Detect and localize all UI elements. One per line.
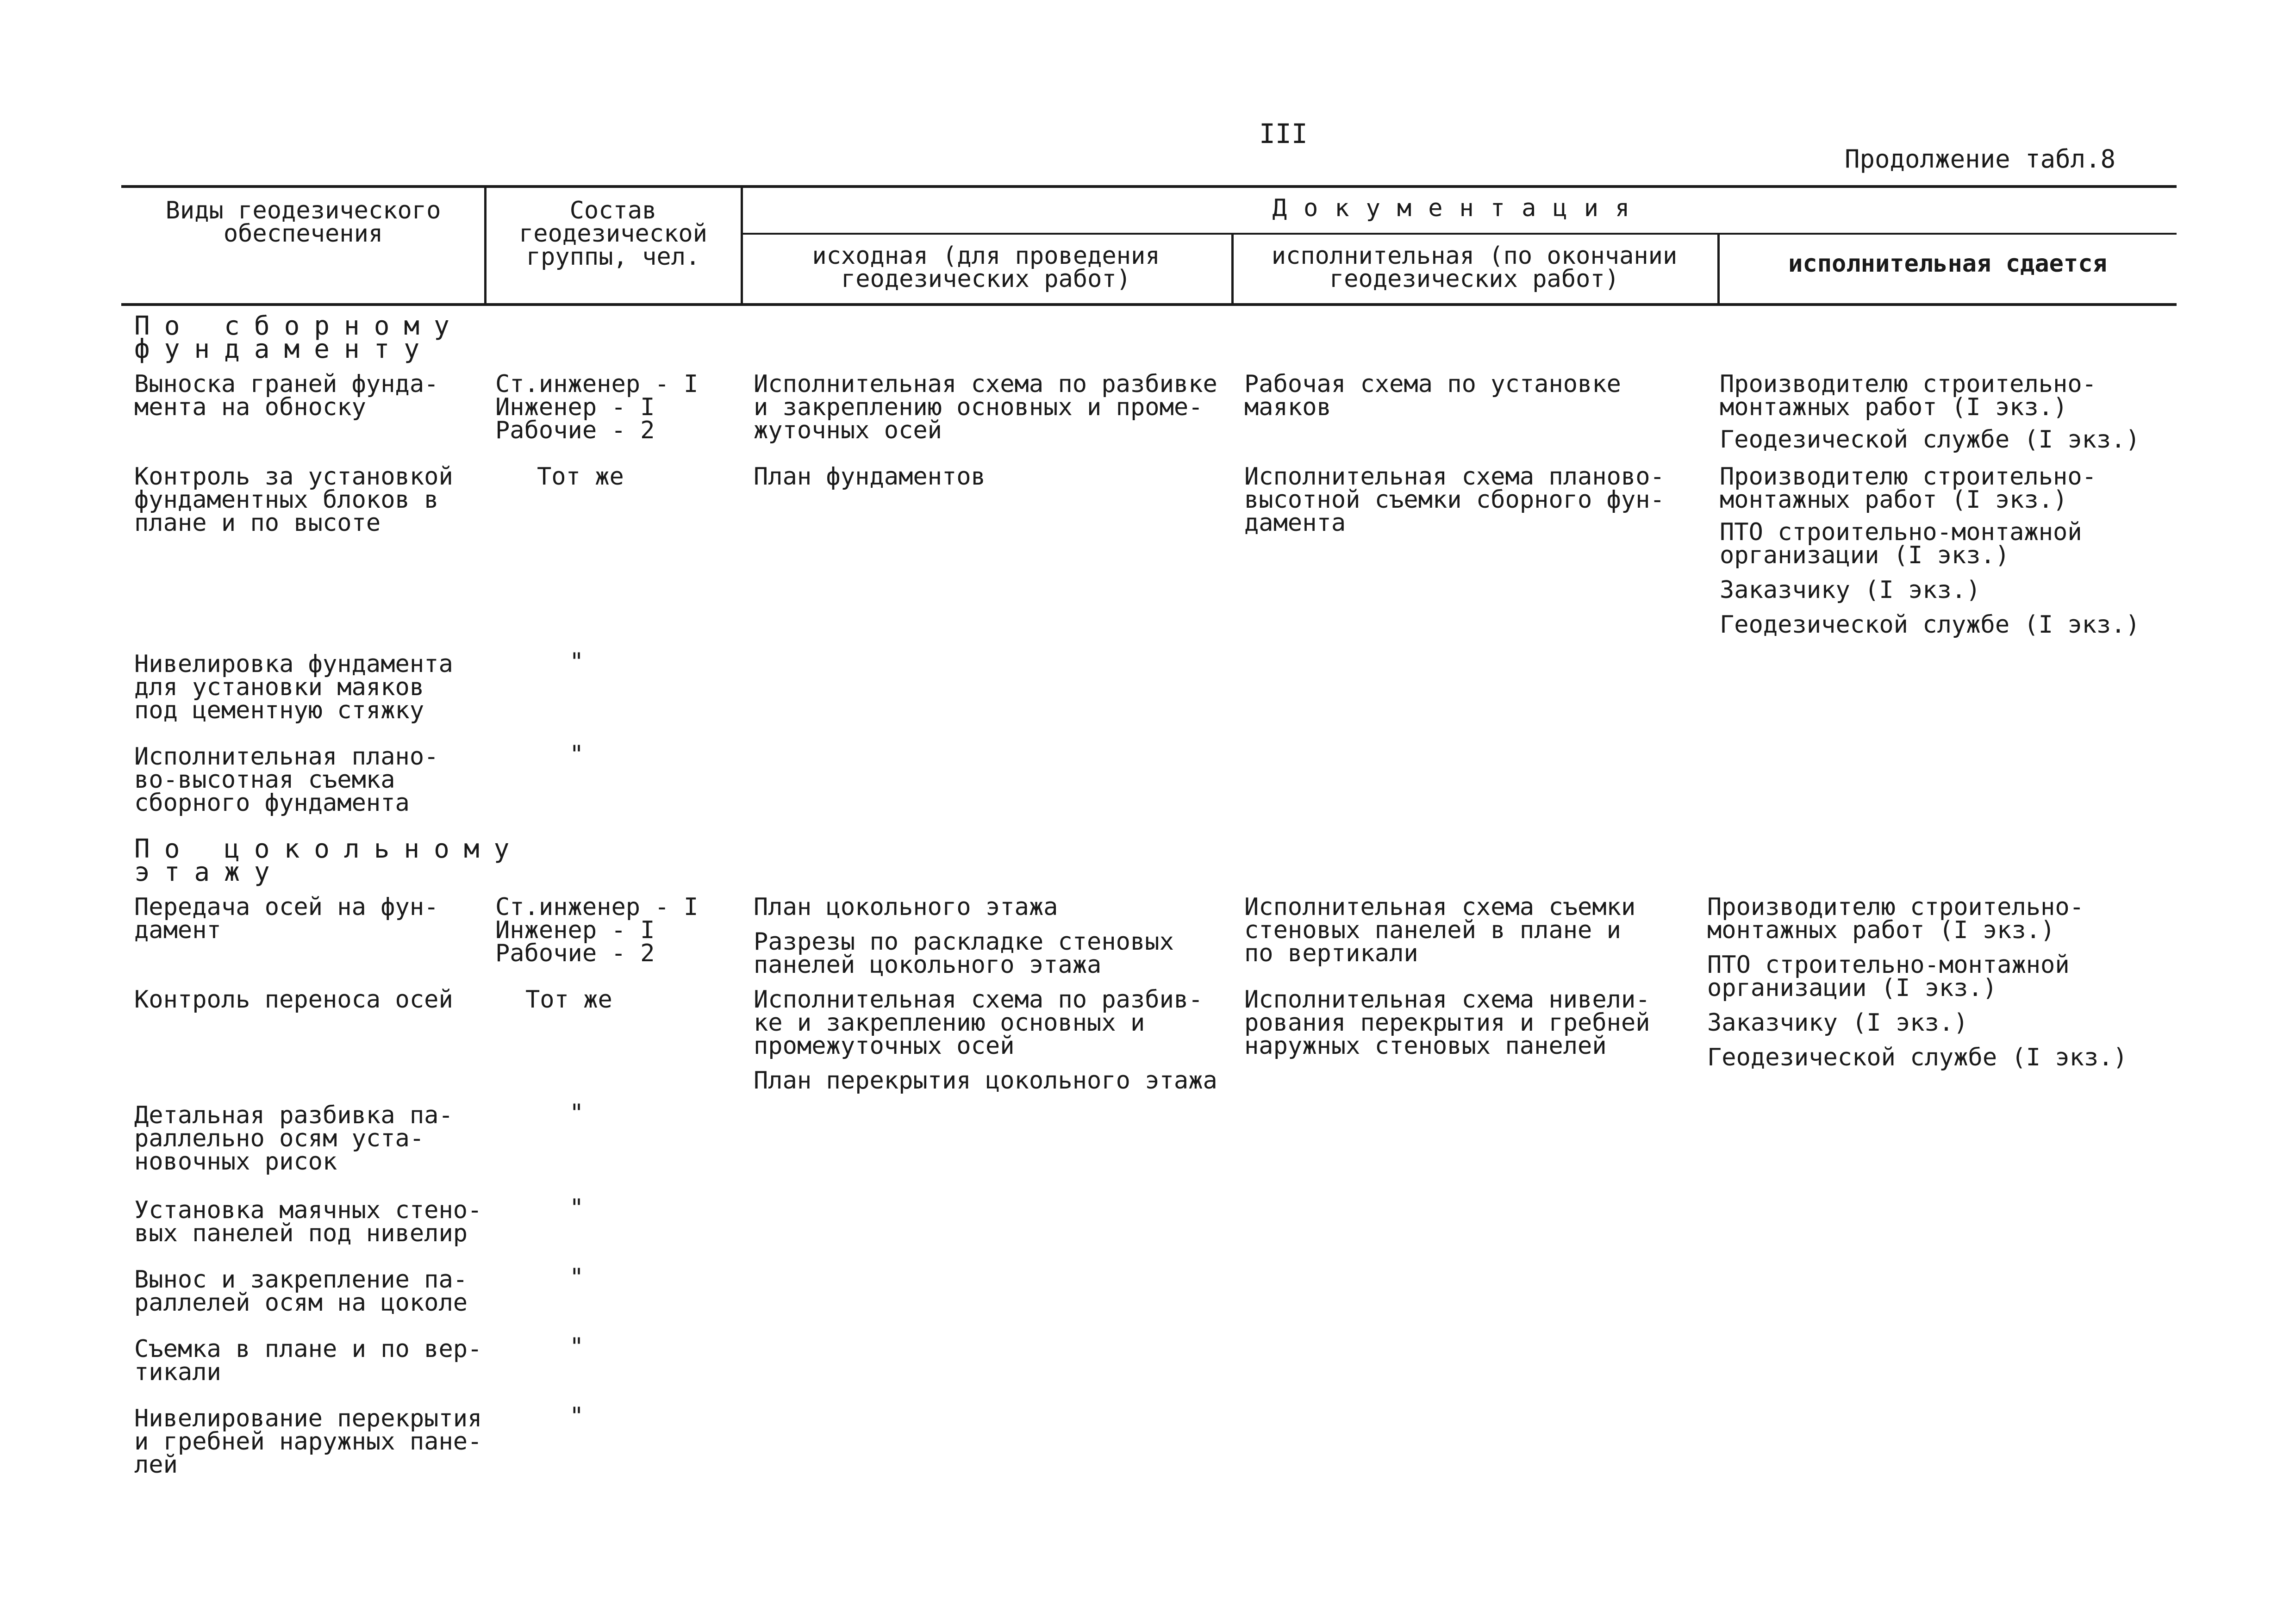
row-type: Контроль за установкой фундаментных блоков в плане и по высоте bbox=[134, 463, 453, 537]
row-type: Контроль переноса осей bbox=[134, 986, 453, 1014]
header-bottom-border bbox=[121, 303, 2177, 306]
row-doc-executive: Рабочая схема по установке маяков bbox=[1244, 370, 1621, 421]
row-doc-source: План фундаментов bbox=[754, 463, 986, 491]
header-doc-source: исходная (для проведения геодезических работ) bbox=[812, 242, 1160, 293]
row-type: Передача осей на фун- дамент bbox=[134, 893, 439, 944]
column-divider-1 bbox=[484, 187, 487, 305]
row-group: Тот же bbox=[525, 986, 612, 1014]
row-doc-source: Исполнительная схема по разбивке и закреплению основных и проме- жуточных осей bbox=[754, 370, 1217, 444]
row-type: Выноска граней фунда- мента на обноску bbox=[134, 370, 439, 421]
row-type: Исполнительная плано- во-высотная съемка сборного фундамента bbox=[134, 743, 439, 817]
header-doc-submitted: исполнительная сдается bbox=[1788, 250, 2107, 278]
row-type: Съемка в плане и по вер- тикали bbox=[134, 1335, 482, 1386]
row-submitted-to: Заказчику (I экз.) bbox=[1720, 576, 1981, 604]
ditto-mark: " bbox=[569, 1263, 584, 1291]
row-submitted-to: Производителю строительно- монтажных работ (I экз.) bbox=[1707, 893, 2084, 944]
row-type: Нивелировка фундамента для установки маяков под цементную стяжку bbox=[134, 650, 453, 724]
doc-subheader-divider bbox=[741, 233, 2177, 235]
page-number: III bbox=[1259, 118, 1308, 149]
row-type: Детальная разбивка па- раллельно осям уста- новочных рисок bbox=[134, 1101, 453, 1176]
row-type: Нивелирование перекрытия и гребней наружных пане- лей bbox=[134, 1405, 482, 1479]
row-submitted-to: Производителю строительно- монтажных работ (I экз.) bbox=[1720, 463, 2096, 514]
section-title-prefab-foundation: По сборному фундаменту bbox=[134, 311, 464, 364]
table-top-border bbox=[121, 185, 2177, 188]
row-doc-source: Разрезы по раскладке стеновых панелей цокольного этажа bbox=[754, 928, 1174, 979]
ditto-mark: " bbox=[569, 648, 584, 676]
row-doc-source: План цокольного этажа bbox=[754, 893, 1058, 921]
table-continuation-label: Продолжение табл.8 bbox=[1845, 144, 2116, 174]
row-submitted-to: ПТО строительно-монтажной организации (I экз.) bbox=[1720, 518, 2082, 569]
row-type: Установка маячных стено- вых панелей под нивелир bbox=[134, 1196, 482, 1247]
row-submitted-to: Геодезической службе (I экз.) bbox=[1707, 1044, 2128, 1071]
row-doc-executive: Исполнительная схема съемки стеновых панелей в плане и по вертикали bbox=[1244, 893, 1636, 967]
row-submitted-to: Геодезической службе (I экз.) bbox=[1720, 426, 2140, 454]
header-geodetic-support-types: Виды геодезического обеспечения bbox=[165, 197, 441, 248]
ditto-mark: " bbox=[569, 740, 584, 768]
row-group: Тот же bbox=[537, 463, 624, 491]
row-doc-executive: Исполнительная схема нивели- рования перекрытия и гребней наружных стеновых панелей bbox=[1244, 986, 1650, 1060]
row-doc-source: Исполнительная схема по разбив- ке и закреплению основных и промежуточных осей bbox=[754, 986, 1203, 1060]
ditto-mark: " bbox=[569, 1333, 584, 1361]
row-type: Вынос и закрепление па- раллелей осям на цоколе bbox=[134, 1266, 468, 1317]
row-submitted-to: ПТО строительно-монтажной организации (I экз.) bbox=[1707, 951, 2070, 1002]
row-group: Ст.инженер - I Инженер - I Рабочие - 2 bbox=[495, 370, 699, 444]
ditto-mark: " bbox=[569, 1099, 584, 1127]
row-submitted-to: Производителю строительно- монтажных работ (I экз.) bbox=[1720, 370, 2096, 421]
header-doc-executive: исполнительная (по окончании геодезических работ) bbox=[1271, 242, 1678, 293]
row-submitted-to: Заказчику (I экз.) bbox=[1707, 1009, 1968, 1037]
row-doc-executive: Исполнительная схема планово- высотной съемки сборного фун- дамента bbox=[1244, 463, 1665, 537]
row-group: Ст.инженер - I Инженер - I Рабочие - 2 bbox=[495, 893, 699, 967]
header-group-composition: Состав геодезической группы, чел. bbox=[519, 197, 707, 271]
row-submitted-to: Геодезической службе (I экз.) bbox=[1720, 611, 2140, 639]
header-documentation: Документация bbox=[1272, 194, 1647, 222]
section-title-basement-floor: По цокольному этажу bbox=[134, 834, 524, 887]
ditto-mark: " bbox=[569, 1194, 584, 1222]
ditto-mark: " bbox=[569, 1402, 584, 1430]
row-doc-source: План перекрытия цокольного этажа bbox=[754, 1067, 1217, 1095]
